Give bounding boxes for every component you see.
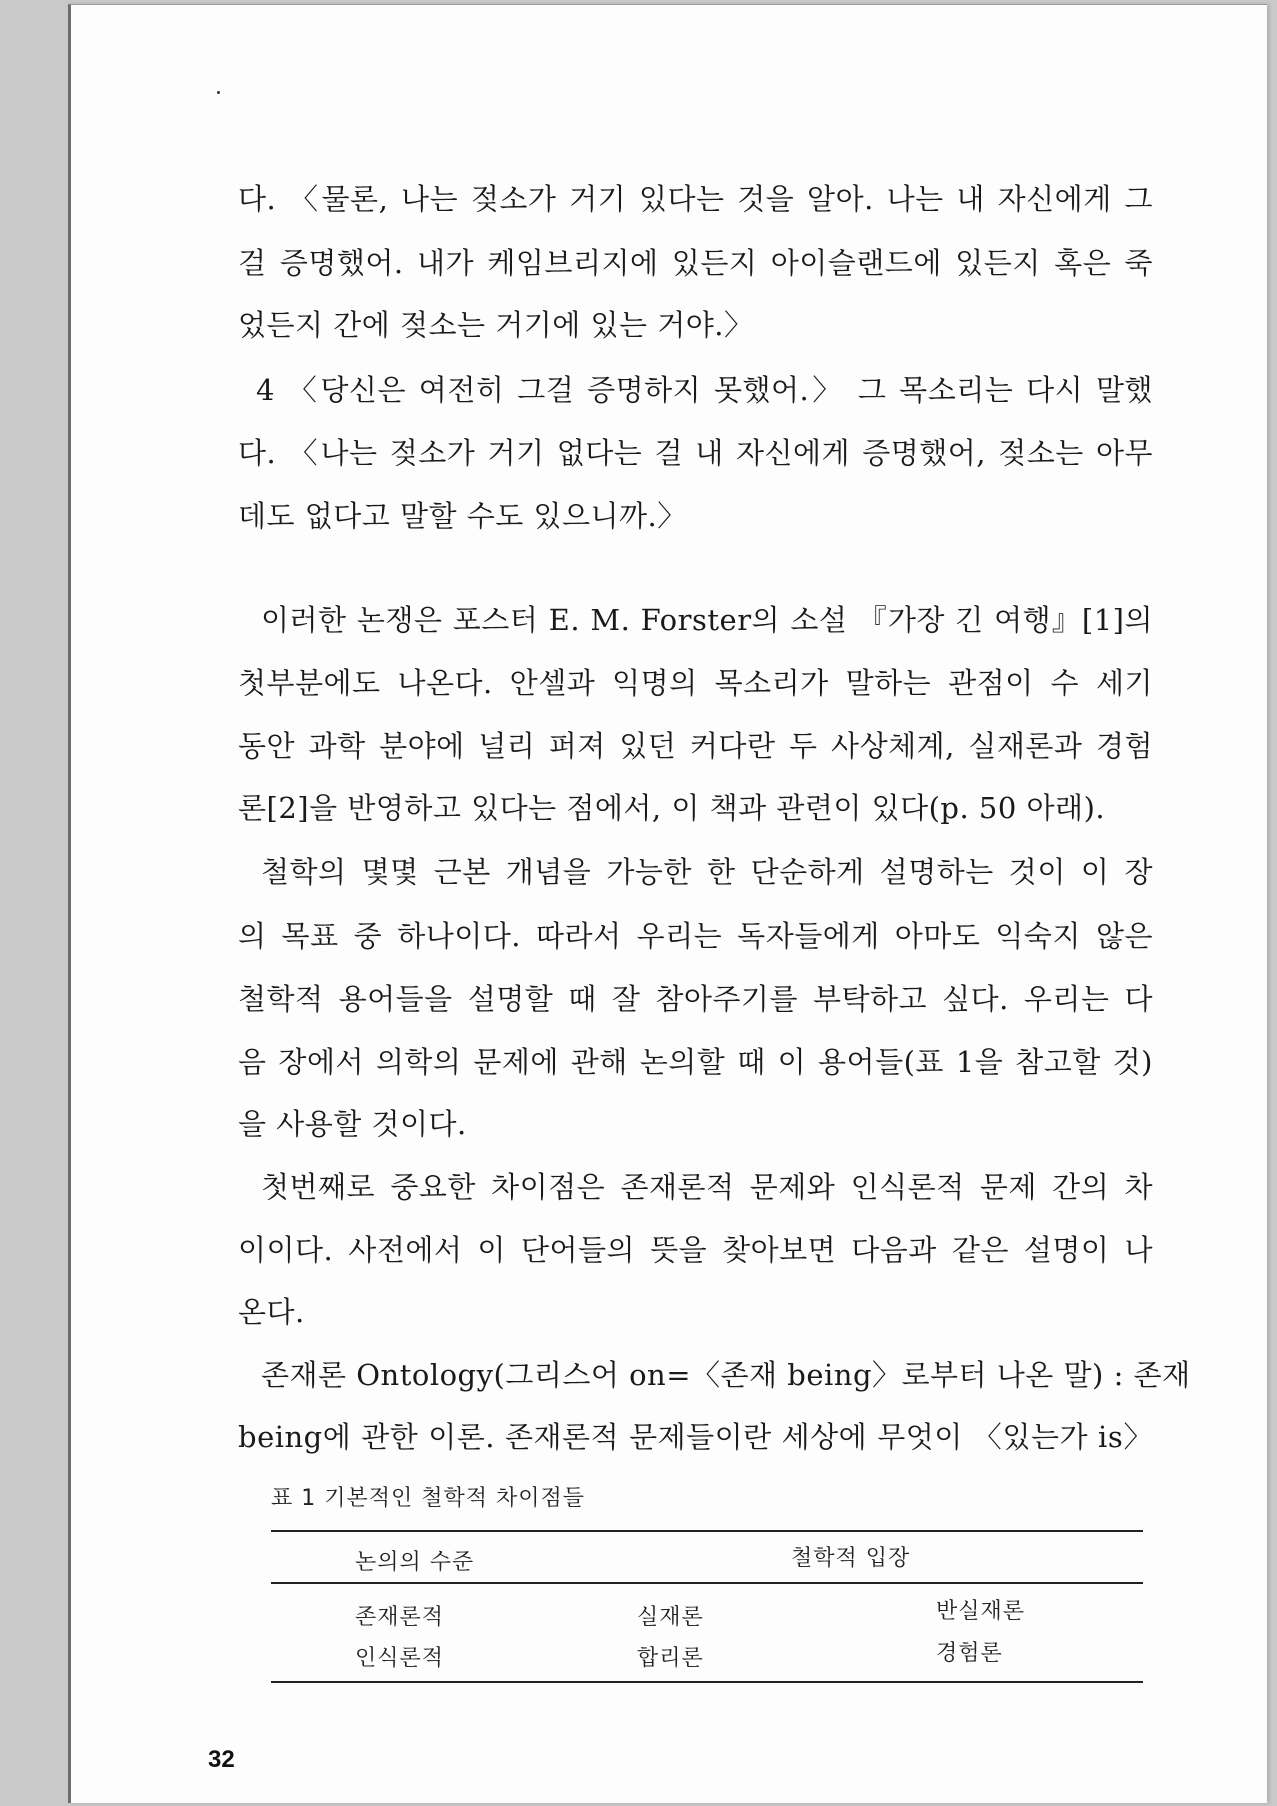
table-header-level: 논의의 수준 — [355, 1550, 475, 1575]
body-line: 4 〈당신은 여전히 그걸 증명하지 못했어.〉 그 목소리는 다시 말했 — [256, 373, 1153, 407]
body-line: 었든지 간에 젖소는 거기에 있는 거야.〉 — [238, 308, 754, 342]
table-mid-rule — [271, 1582, 1143, 1584]
book-page — [68, 4, 1267, 1803]
table-bottom-rule — [271, 1681, 1143, 1683]
body-line: 을 사용할 것이다. — [238, 1107, 467, 1141]
table-cell: 합리론 — [637, 1646, 704, 1671]
table-caption: 표 1 기본적인 철학적 차이점들 — [271, 1486, 585, 1511]
body-line: 의 목표 중 하나이다. 따라서 우리는 독자들에게 아마도 익숙지 않은 — [238, 919, 1153, 953]
body-line: 첫부분에도 나온다. 안셀과 익명의 목소리가 말하는 관점이 수 세기 — [238, 666, 1153, 700]
page-number: 32 — [208, 1746, 235, 1773]
table-cell: 경험론 — [936, 1641, 1003, 1666]
body-line: 이러한 논쟁은 포스터 E. M. Forster의 소설 『가장 긴 여행』[1]의 — [261, 603, 1153, 637]
body-line: 첫번째로 중요한 차이점은 존재론적 문제와 인식론적 문제 간의 차 — [261, 1170, 1153, 1204]
body-line: 론[2]을 반영하고 있다는 점에서, 이 책과 관련이 있다(p. 50 아래). — [238, 791, 1106, 825]
table-header-position: 철학적 입장 — [791, 1546, 911, 1571]
body-line: 다. 〈나는 젖소가 거기 없다는 걸 내 자신에게 증명했어, 젖소는 아무 — [238, 436, 1153, 470]
body-line: 걸 증명했어. 내가 케임브리지에 있든지 아이슬랜드에 있든지 혹은 죽 — [238, 246, 1153, 280]
table-cell: 인식론적 — [355, 1646, 445, 1671]
body-line: 동안 과학 분야에 널리 퍼져 있던 커다란 두 사상체계, 실재론과 경험 — [238, 729, 1153, 763]
table-cell: 존재론적 — [355, 1605, 445, 1630]
body-line: 이이다. 사전에서 이 단어들의 뜻을 찾아보면 다음과 같은 설명이 나 — [238, 1233, 1153, 1267]
body-line: 철학적 용어들을 설명할 때 잘 참아주기를 부탁하고 싶다. 우리는 다 — [238, 982, 1153, 1016]
table-cell: 실재론 — [637, 1605, 704, 1630]
scan-speck — [217, 91, 220, 94]
body-line: 데도 없다고 말할 수도 있으니까.〉 — [238, 499, 687, 533]
body-line: 다. 〈물론, 나는 젖소가 거기 있다는 것을 알아. 나는 내 자신에게 그 — [238, 182, 1153, 216]
body-line: 음 장에서 의학의 문제에 관해 논의할 때 이 용어들(표 1을 참고할 것) — [238, 1045, 1153, 1079]
body-line: 철학의 몇몇 근본 개념을 가능한 한 단순하게 설명하는 것이 이 장 — [261, 855, 1153, 889]
body-line: being에 관한 이론. 존재론적 문제들이란 세상에 무엇이 〈있는가 is〉 — [238, 1420, 1153, 1454]
body-line: 존재론 Ontology(그리스어 on=〈존재 being〉로부터 나온 말) : 존재 — [261, 1358, 1191, 1392]
table-cell: 반실재론 — [936, 1599, 1026, 1624]
body-line: 온다. — [238, 1295, 305, 1329]
table-top-rule — [271, 1530, 1143, 1532]
